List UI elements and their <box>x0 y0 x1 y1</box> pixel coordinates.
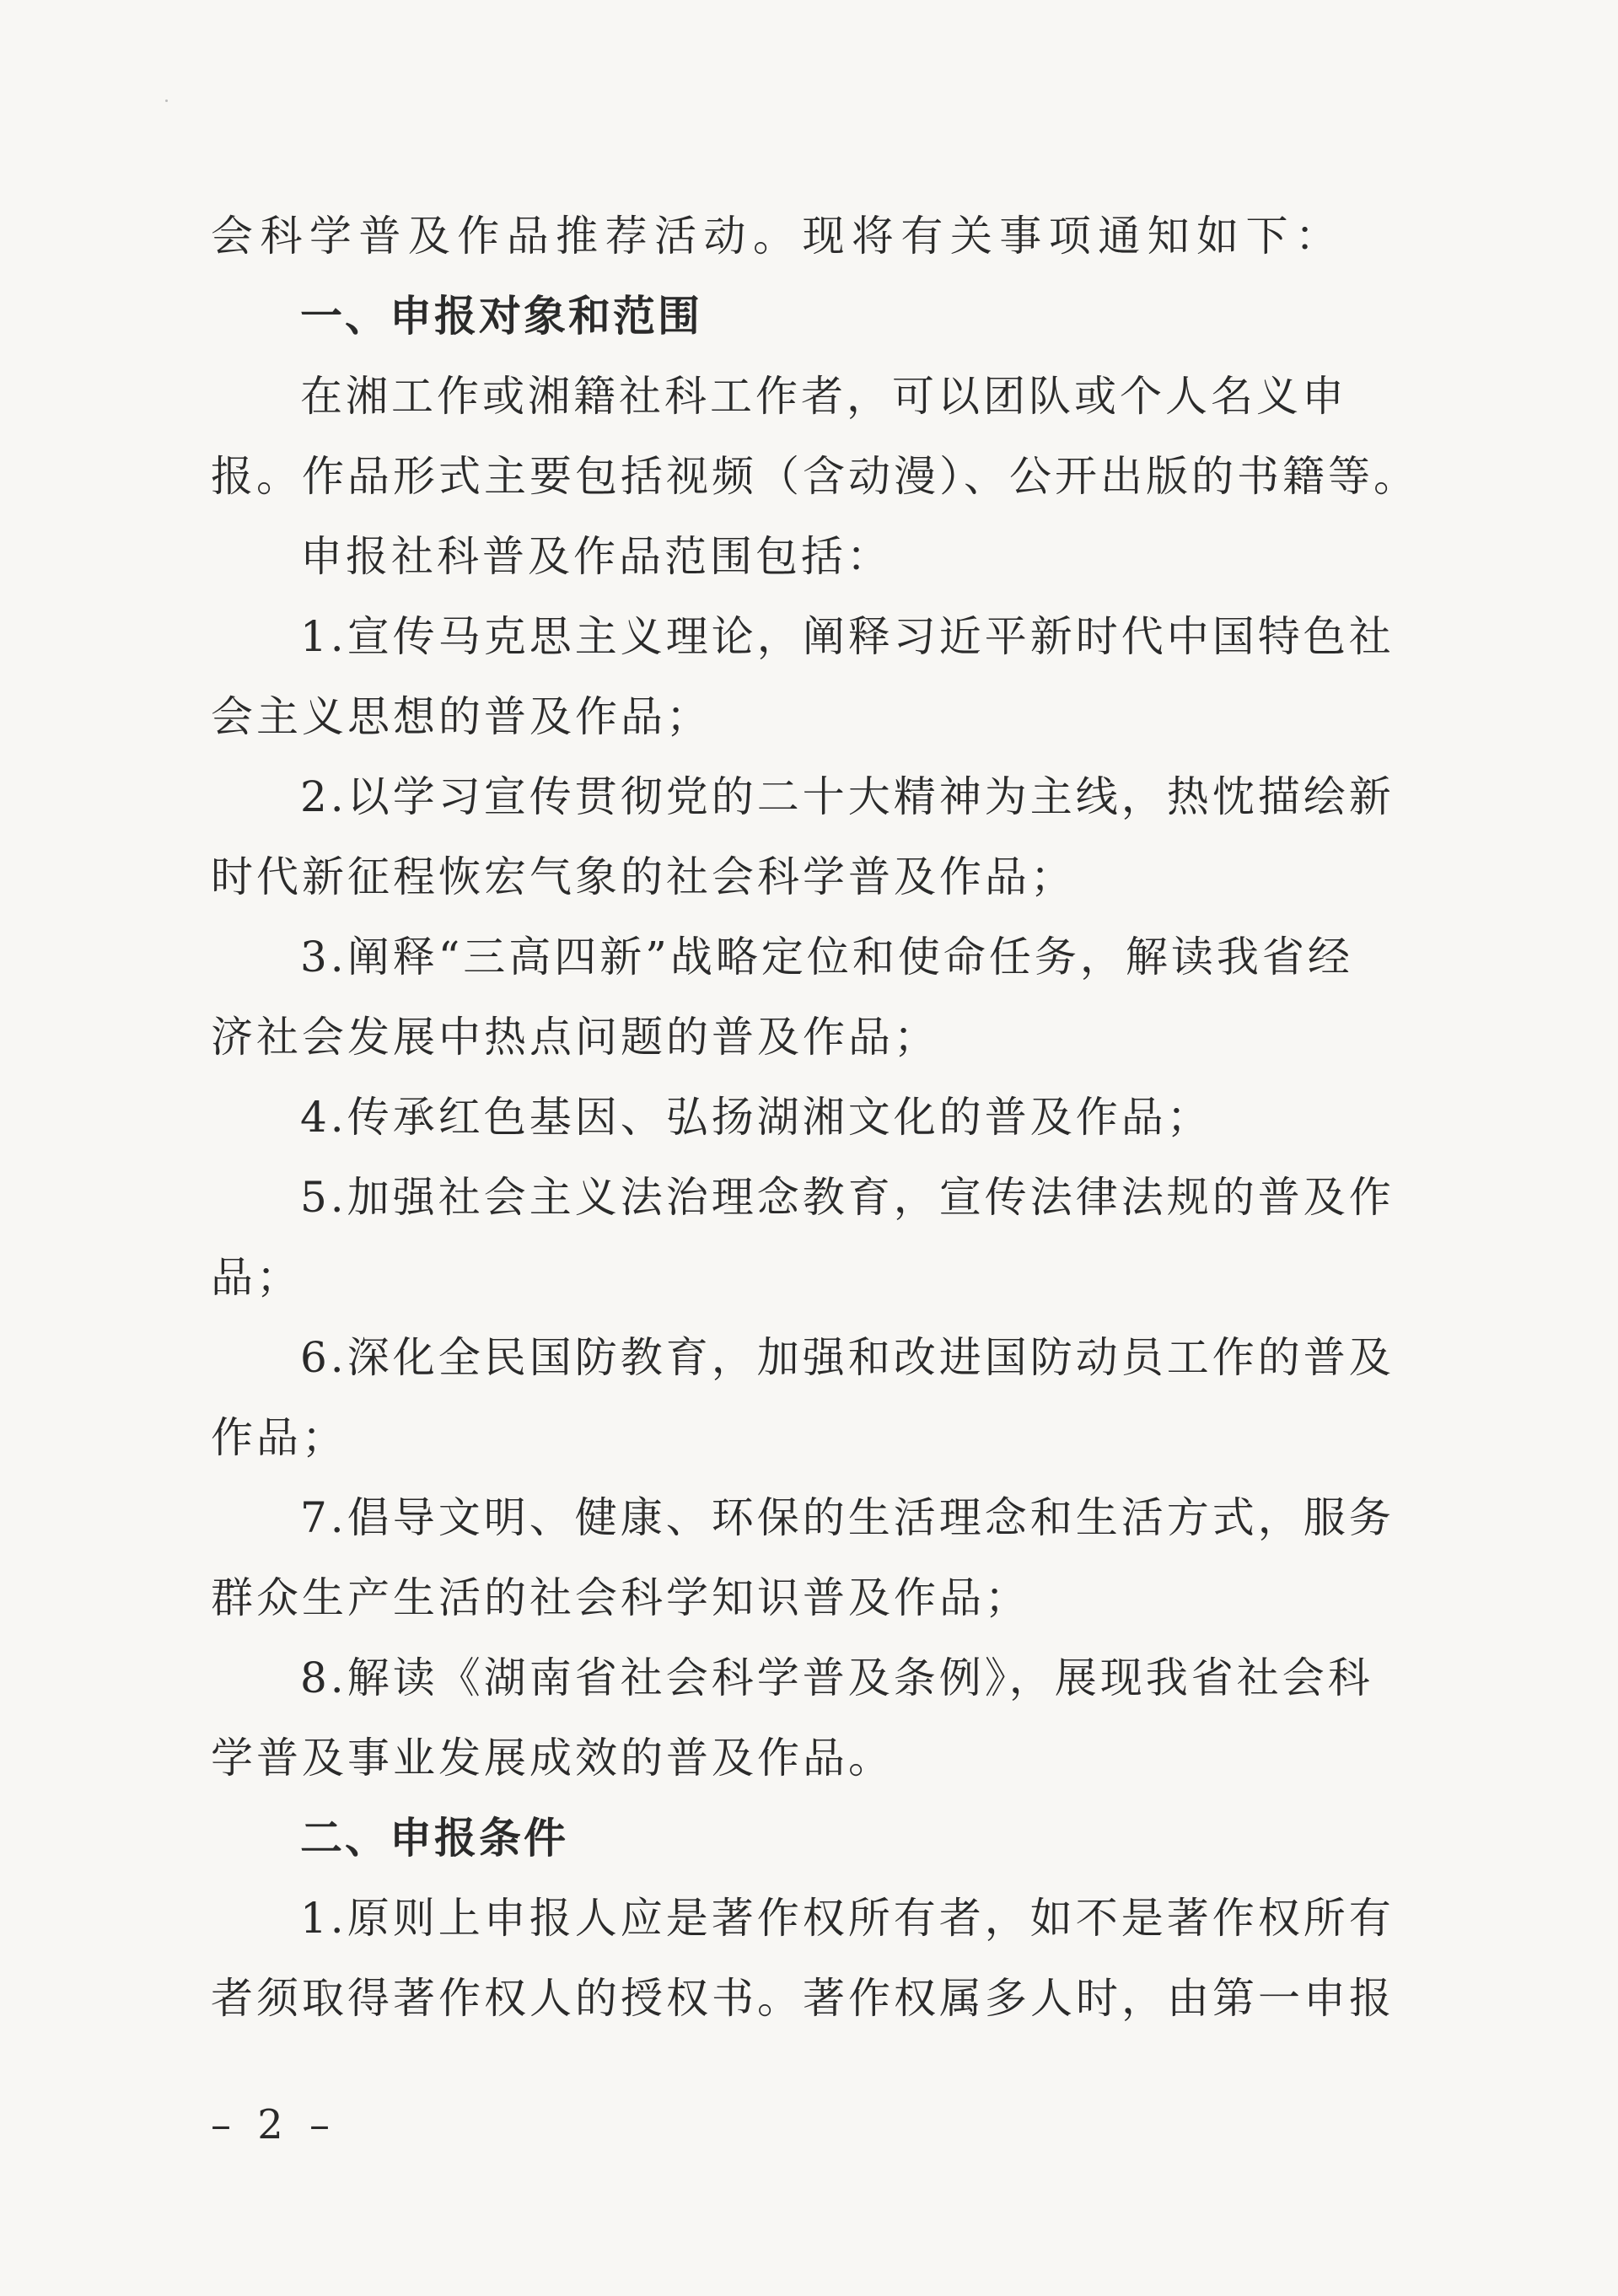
paragraph-line: 在湘工作或湘籍社科工作者，可以团队或个人名义申 <box>300 372 1347 421</box>
list-item-line: 6.深化全民国防教育，加强和改进国防动员工作的普及 <box>300 1333 1395 1382</box>
list-item-line: 1.原则上申报人应是著作权所有者，如不是著作权所有 <box>300 1894 1395 1943</box>
page-number: – 2 – <box>211 2101 337 2148</box>
list-item-line: 学普及事业发展成效的普及作品。 <box>211 1734 894 1782</box>
list-item-line: 4.传承红色基因、弘扬湖湘文化的普及作品； <box>300 1093 1212 1142</box>
list-item-line: 群众生产生活的社会科学知识普及作品； <box>211 1573 1030 1622</box>
list-item-line: 5.加强社会主义法治理念教育，宣传法律法规的普及作 <box>300 1173 1395 1222</box>
scan-speck <box>165 99 168 102</box>
paragraph-line: 申报社科普及作品范围包括： <box>300 532 892 581</box>
section-heading: 一、申报对象和范围 <box>300 292 702 341</box>
list-item-line: 会主义思想的普及作品； <box>211 692 712 741</box>
paragraph-line: 者须取得著作权人的授权书。著作权属多人时，由第一申报 <box>211 1974 1395 2023</box>
list-item-line: 品； <box>211 1253 302 1302</box>
list-item-line: 3.阐释“三高四新”战略定位和使命任务，解读我省经 <box>300 933 1353 981</box>
list-item-line: 时代新征程恢宏气象的社会科学普及作品； <box>211 852 1076 901</box>
list-item-line: 8.解读《湖南省社会科学普及条例》，展现我省社会科 <box>300 1653 1373 1702</box>
list-item-line: 1.宣传马克思主义理论，阐释习近平新时代中国特色社 <box>300 612 1395 661</box>
list-item-line: 济社会发展中热点问题的普及作品； <box>211 1013 939 1062</box>
paragraph-line: 报。作品形式主要包括视频（含动漫）、公开出版的书籍等。 <box>211 452 1419 501</box>
paragraph-line: 会科学普及作品推荐活动。现将有关事项通知如下： <box>211 212 1341 261</box>
list-item-line: 2.以学习宣传贯彻党的二十大精神为主线，热忱描绘新 <box>300 772 1395 821</box>
section-heading: 二、申报条件 <box>300 1814 568 1863</box>
list-item-line: 7.倡导文明、健康、环保的生活理念和生活方式，服务 <box>300 1493 1395 1542</box>
list-item-line: 作品； <box>211 1413 347 1462</box>
